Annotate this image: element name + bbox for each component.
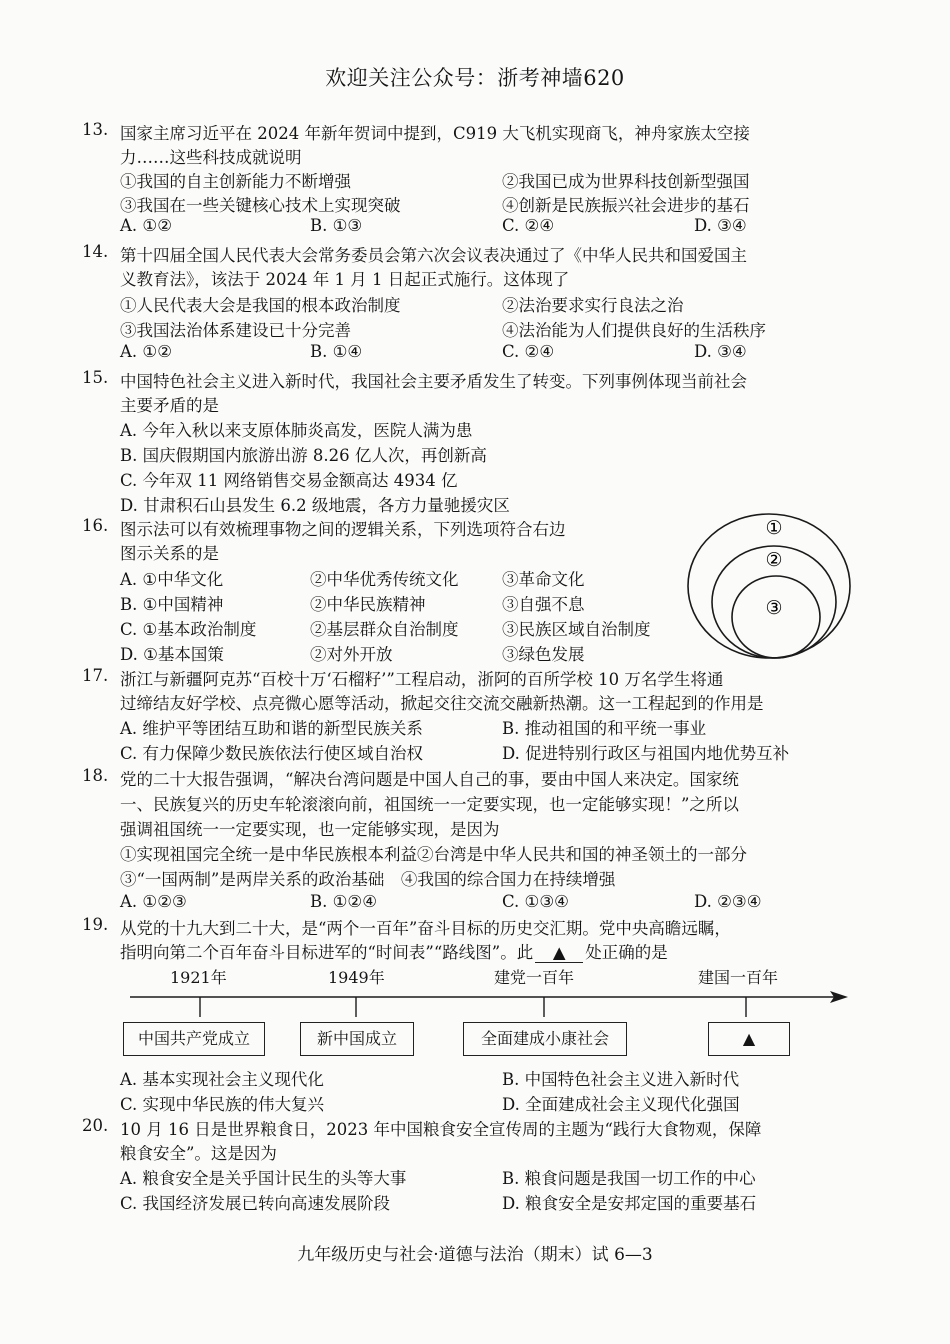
question-number: 17. [82, 666, 109, 685]
question-stem: 图示关系的是 [120, 544, 219, 563]
question-stem: 10 月 16 日是世界粮食日，2023 年中国粮食安全宣传周的主题为“践行大食物观，保障 [120, 1120, 762, 1139]
question-stem: 浙江与新疆阿克苏“百校十万‘石榴籽’”工程启动，浙阿的百所学校 10 万名学生将通 [120, 670, 724, 689]
option-d: D. ③④ [694, 342, 747, 361]
option-a: A. ①② [120, 216, 172, 235]
triangle-icon: ▲ [552, 943, 566, 962]
option-d: D. 粮食安全是安邦定国的重要基石 [502, 1194, 757, 1213]
statement: ①我国的自主创新能力不断增强 [120, 172, 351, 191]
statement: ③我国在一些关键核心技术上实现突破 [120, 196, 401, 215]
option-d: D. ③④ [694, 216, 747, 235]
statement: ②法治要求实行良法之治 [502, 296, 684, 315]
option-d-part3: ③绿色发展 [502, 645, 585, 664]
option-c: C. 今年双 11 网络销售交易金额高达 4934 亿 [120, 471, 458, 490]
question-stem: 国家主席习近平在 2024 年新年贺词中提到，C919 大飞机实现商飞，神舟家族太空接 [120, 124, 750, 143]
statement: ②我国已成为世界科技创新型强国 [502, 172, 750, 191]
timeline-label-1921: 1921年 [170, 968, 227, 987]
nested-circle-diagram [686, 512, 852, 660]
question-stem: 一、民族复兴的历史车轮滚滚向前，祖国统一一定要实现，也一定能够实现！”之所以 [120, 795, 739, 814]
statement: ③我国法治体系建设已十分完善 [120, 321, 351, 340]
question-stem [120, 939, 668, 963]
statement: ③“一国两制”是两岸关系的政治基础 ④我国的综合国力在持续增强 [120, 870, 616, 889]
option-a: A. ①②③ [120, 892, 187, 911]
question-stem: 力……这些科技成就说明 [120, 148, 302, 167]
question-number: 15. [82, 368, 109, 387]
option-d: D. 促进特别行政区与祖国内地优势互补 [502, 744, 790, 763]
option-a: A. 今年入秋以来支原体肺炎高发，医院人满为患 [120, 421, 473, 440]
question-stem-part: 指明向第二个百年奋斗目标进军的“时间表”“路线图”。此 [120, 943, 534, 962]
option-b: B. 国庆假期国内旅游出游 8.26 亿人次，再创新高 [120, 446, 487, 465]
option-a: A. 粮食安全是关乎国计民生的头等大事 [120, 1169, 407, 1188]
option-d: D. 全面建成社会主义现代化强国 [502, 1095, 740, 1114]
question-stem: 过缔结友好学校、点亮微心愿等活动，掀起交往交流交融新热潮。这一工程起到的作用是 [120, 694, 764, 713]
page-footer: 九年级历史与社会·道德与法治（期末）试 6—3 [297, 1245, 653, 1265]
option-a-part1: A. ①中华文化 [120, 570, 224, 589]
question-number: 16. [82, 516, 109, 535]
question-stem: 中国特色社会主义进入新时代，我国社会主要矛盾发生了转变。下列事例体现当前社会 [120, 372, 747, 391]
statement: ①实现祖国完全统一是中华民族根本利益②台湾是中华人民共和国的神圣领土的一部分 [120, 845, 747, 864]
option-d-part1: D. ①基本国策 [120, 645, 224, 664]
option-a-part3: ③革命文化 [502, 570, 585, 589]
question-stem-part: 处正确的是 [585, 943, 668, 962]
option-c: C. 实现中华民族的伟大复兴 [120, 1095, 325, 1114]
timeline-box-moderately-prosperous: 全面建成小康社会 [463, 1022, 627, 1056]
option-d-part2: ②对外开放 [310, 645, 393, 664]
question-stem: 主要矛盾的是 [120, 396, 219, 415]
question-stem: 义教育法》，该法于 2024 年 1 月 1 日起正式施行。这体现了 [120, 270, 570, 289]
question-stem: 党的二十大报告强调，“解决台湾问题是中国人自己的事，要由中国人来决定。国家统 [120, 770, 739, 789]
statement: ④法治能为人们提供良好的生活秩序 [502, 321, 766, 340]
option-a-part2: ②中华优秀传统文化 [310, 570, 459, 589]
timeline-box-blank: ▲ [708, 1022, 790, 1056]
question-stem: 粮食安全”。这是因为 [120, 1144, 277, 1163]
option-b: B. 粮食问题是我国一切工作的中心 [502, 1169, 756, 1188]
timeline-label-party-centenary: 建党一百年 [494, 968, 575, 987]
circle-label-3: ③ [765, 597, 783, 619]
question-number: 19. [82, 915, 109, 934]
option-b-part3: ③自强不息 [502, 595, 585, 614]
nested-circle-svg [686, 512, 852, 660]
timeline-box-prc-founded: 新中国成立 [300, 1022, 414, 1056]
option-c-part2: ②基层群众自治制度 [310, 620, 459, 639]
statement: ④创新是民族振兴社会进步的基石 [502, 196, 750, 215]
question-stem: 第十四届全国人民代表大会常务委员会第六次会议表决通过了《中华人民共和国爱国主 [120, 246, 747, 265]
statement: ①人民代表大会是我国的根本政治制度 [120, 296, 401, 315]
question-number: 18. [82, 766, 109, 785]
question-stem: 从党的十九大到二十大，是“两个一百年”奋斗目标的历史交汇期。党中央高瞻远瞩， [120, 919, 731, 938]
option-b: B. ①③ [310, 216, 363, 235]
option-c-part1: C. ①基本政治制度 [120, 620, 257, 639]
option-b-part2: ②中华民族精神 [310, 595, 426, 614]
option-a: A. 基本实现社会主义现代化 [120, 1070, 324, 1089]
question-number: 14. [82, 242, 109, 261]
option-b: B. 中国特色社会主义进入新时代 [502, 1070, 740, 1089]
option-c: C. ①③④ [502, 892, 569, 911]
option-c: C. ②④ [502, 216, 555, 235]
page-header: 欢迎关注公众号：浙考神墙620 [325, 66, 625, 90]
option-a: A. ①② [120, 342, 172, 361]
option-c: C. 有力保障少数民族依法行使区域自治权 [120, 744, 424, 763]
option-b: B. ①④ [310, 342, 363, 361]
option-a: A. 维护平等团结互助和谐的新型民族关系 [120, 719, 423, 738]
option-d: D. ②③④ [694, 892, 762, 911]
option-d: D. 甘肃积石山县发生 6.2 级地震，各方力量驰援灾区 [120, 496, 510, 515]
option-c-part3: ③民族区域自治制度 [502, 620, 651, 639]
timeline-label-1949: 1949年 [328, 968, 385, 987]
question-number: 13. [82, 120, 109, 139]
circle-label-1: ① [765, 517, 783, 539]
option-c: C. 我国经济发展已转向高速发展阶段 [120, 1194, 391, 1213]
option-c: C. ②④ [502, 342, 555, 361]
question-number: 20. [82, 1116, 109, 1135]
option-b: B. ①②④ [310, 892, 377, 911]
triangle-marker [535, 943, 583, 963]
question-stem: 图示法可以有效梳理事物之间的逻辑关系，下列选项符合右边 [120, 520, 566, 539]
question-stem: 强调祖国统一一定要实现，也一定能够实现，是因为 [120, 820, 500, 839]
timeline-box-cpc-founded: 中国共产党成立 [123, 1022, 265, 1056]
circle-label-2: ② [765, 549, 783, 571]
option-b: B. 推动祖国的和平统一事业 [502, 719, 707, 738]
timeline-label-prc-centenary: 建国一百年 [698, 968, 779, 987]
option-b-part1: B. ①中国精神 [120, 595, 224, 614]
timeline-diagram [118, 965, 858, 1070]
